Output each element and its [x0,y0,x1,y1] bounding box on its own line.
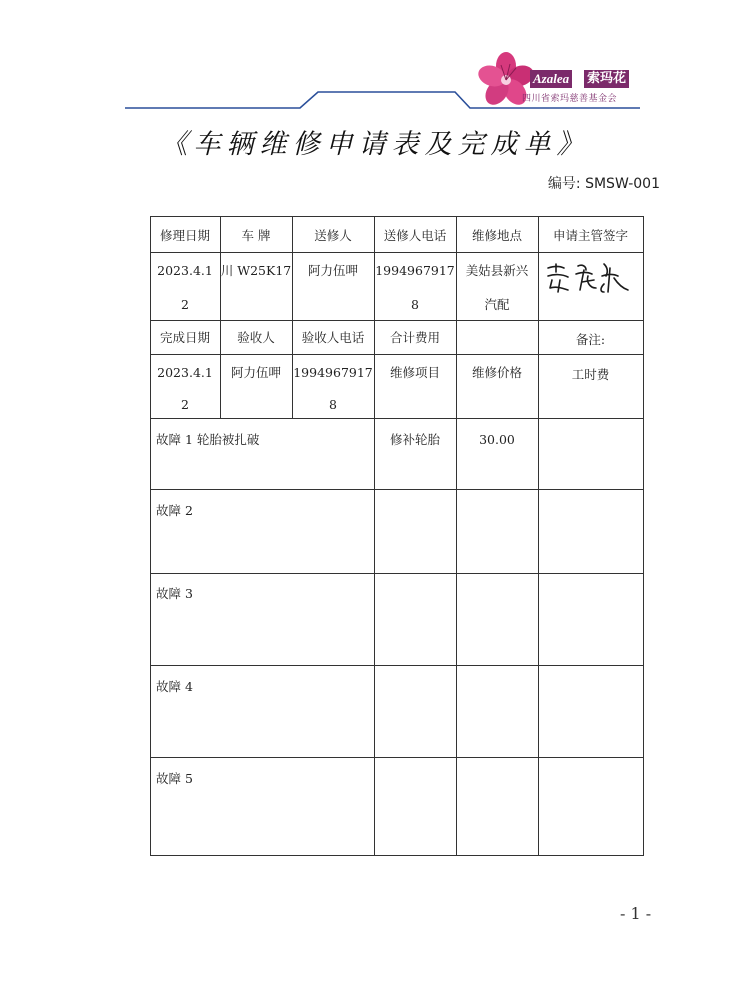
completion-phone-line1: 1994967917 [293,365,373,380]
completion-date-line1: 2023.4.1 [157,365,213,380]
header-acceptor: 验收人 [237,330,275,345]
request-location-line2: 汽配 [484,297,510,312]
repair-item-label: 维修项目 [389,365,440,380]
request-repair-date-line2: 2 [181,297,189,312]
header-acceptor-phone: 验收人电话 [301,330,365,345]
foundation-logo [478,52,638,108]
header-plate: 车 牌 [241,228,271,243]
completion-acceptor: 阿力伍呷 [230,365,281,380]
header-total-cost: 合计费用 [389,330,440,345]
logo-subtitle: 四川省索玛慈善基金会 [522,94,618,104]
document-title: 《车辆维修申请表及完成单》 [160,129,590,160]
fault-4-label: 故障 4 [156,679,193,694]
fault-1-label: 故障 1 轮胎被扎破 [156,432,260,447]
request-plate: 川 W25K17 [220,263,292,278]
fault-2-label: 故障 2 [156,503,193,518]
header-completion-date: 完成日期 [159,330,210,345]
supervisor-signature-image [542,258,637,298]
fault-1-item: 修补轮胎 [389,432,440,447]
page-number: - 1 - [620,904,652,923]
header-supervisor-signature: 申请主管签字 [552,228,628,243]
header-sender-phone: 送修人电话 [383,228,447,243]
header-repair-location: 维修地点 [471,228,522,243]
header-remarks: 备注: [575,332,606,347]
header-repair-date: 修理日期 [159,228,210,243]
request-repair-date-line1: 2023.4.1 [157,263,213,278]
fault-3-label: 故障 3 [156,586,193,601]
labor-cost-label: 工时费 [571,367,610,382]
fault-1-price: 30.00 [479,432,515,447]
request-sender-phone-line1: 1994967917 [375,263,455,278]
document-number: 编号: SMSW-001 [547,176,660,192]
repair-price-label: 维修价格 [471,365,522,380]
header-sender: 送修人 [314,228,352,243]
fault-5-label: 故障 5 [156,771,193,786]
logo-brand-en: Azalea [530,70,572,88]
request-sender: 阿力伍呷 [307,263,358,278]
completion-date-line2: 2 [181,397,189,412]
request-sender-phone-line2: 8 [411,297,419,312]
logo-brand-cn: 索玛花 [583,70,629,88]
request-location-line1: 美姑县新兴 [465,263,529,278]
completion-phone-line2: 8 [329,397,337,412]
repair-form-table [150,216,644,856]
